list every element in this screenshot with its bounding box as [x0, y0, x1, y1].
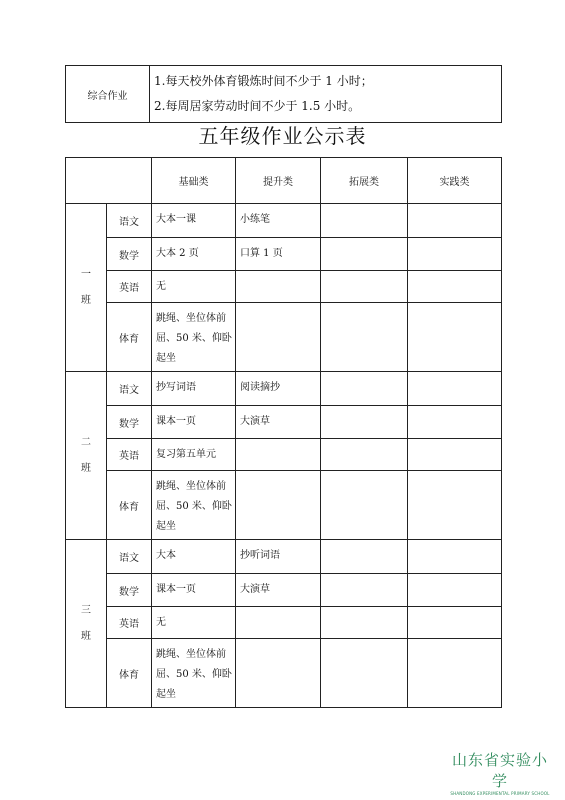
requirement-line: 1.每天校外体育锻炼时间不少于 1 小时； [154, 74, 373, 88]
practice-cell [408, 574, 502, 607]
subject-cell: 语文 [107, 540, 152, 574]
subject-cell: 体育 [107, 471, 152, 540]
table-row [66, 372, 502, 406]
advanced-cell: 大演草 [236, 406, 321, 439]
extended-cell [321, 540, 408, 574]
header-basic: 基础类 [152, 158, 236, 204]
basic-cell: 抄写词语 [152, 372, 236, 406]
extended-cell [321, 574, 408, 607]
basic-cell: 复习第五单元 [152, 439, 236, 471]
subject-cell: 数学 [107, 238, 152, 271]
subject-cell: 英语 [107, 439, 152, 471]
table-row [66, 471, 502, 540]
table-row [66, 271, 502, 303]
basic-cell: 大本一课 [152, 204, 236, 238]
advanced-cell: 大演草 [236, 574, 321, 607]
class-name-char: 班 [81, 462, 91, 474]
practice-cell [408, 406, 502, 439]
table-row [66, 303, 502, 372]
class-name-char: 班 [81, 630, 91, 642]
basic-cell: 跳绳、坐位体前屈、50 米、仰卧起坐 [152, 303, 236, 372]
table-row [66, 406, 502, 439]
advanced-cell [236, 471, 321, 540]
header-practice: 实践类 [408, 158, 502, 204]
subject-cell: 体育 [107, 303, 152, 372]
basic-cell: 大本 2 页 [152, 238, 236, 271]
practice-cell [408, 439, 502, 471]
class-name-char: 三 [81, 604, 91, 616]
advanced-cell: 阅读摘抄 [236, 372, 321, 406]
practice-cell [408, 303, 502, 372]
extended-cell [321, 204, 408, 238]
subject-cell: 数学 [107, 406, 152, 439]
class-name-char: 一 [81, 268, 91, 280]
practice-cell [408, 639, 502, 708]
basic-cell: 大本 [152, 540, 236, 574]
class-name-char: 二 [81, 436, 91, 448]
header-advanced: 提升类 [236, 158, 321, 204]
basic-cell: 课本一页 [152, 574, 236, 607]
advanced-cell: 小练笔 [236, 204, 321, 238]
basic-cell: 跳绳、坐位体前屈、50 米、仰卧起坐 [152, 471, 236, 540]
subject-cell: 语文 [107, 204, 152, 238]
practice-cell [408, 607, 502, 639]
advanced-cell: 口算 1 页 [236, 238, 321, 271]
practice-cell [408, 471, 502, 540]
class-name-char: 班 [81, 294, 91, 306]
table-row [66, 204, 502, 238]
practice-cell [408, 238, 502, 271]
class-name-cell [66, 372, 107, 540]
header-extended: 拓展类 [321, 158, 408, 204]
homework-table [65, 157, 502, 708]
extended-cell [321, 471, 408, 540]
table-row [66, 238, 502, 271]
extended-cell [321, 303, 408, 372]
class-name-cell [66, 540, 107, 708]
logo-text: 山东省实验小学 [451, 751, 548, 790]
practice-cell [408, 271, 502, 303]
extended-cell [321, 439, 408, 471]
extended-cell [321, 406, 408, 439]
extended-cell [321, 607, 408, 639]
summary-table [65, 65, 502, 123]
table-row [66, 574, 502, 607]
extended-cell [321, 271, 408, 303]
extended-cell [321, 238, 408, 271]
subject-cell: 语文 [107, 372, 152, 406]
basic-cell: 无 [152, 271, 236, 303]
extended-cell [321, 639, 408, 708]
logo-subtext: SHANDONG EXPERIMENTAL PRIMARY SCHOOL [450, 791, 550, 796]
subject-cell: 体育 [107, 639, 152, 708]
subject-cell: 英语 [107, 607, 152, 639]
subject-cell: 数学 [107, 574, 152, 607]
extended-cell [321, 372, 408, 406]
table-row [66, 439, 502, 471]
school-logo [445, 749, 555, 796]
table-row [66, 540, 502, 574]
advanced-cell: 抄听词语 [236, 540, 321, 574]
advanced-cell [236, 639, 321, 708]
requirement-line: 2.每周居家劳动时间不少于 1.5 小时。 [154, 99, 361, 113]
advanced-cell [236, 271, 321, 303]
table-row [66, 607, 502, 639]
practice-cell [408, 204, 502, 238]
class-name-cell [66, 204, 107, 372]
header-row [66, 158, 502, 204]
practice-cell [408, 372, 502, 406]
summary-requirements [150, 66, 502, 123]
practice-cell [408, 540, 502, 574]
basic-cell: 无 [152, 607, 236, 639]
homework-table-body [66, 158, 502, 708]
page-title: 五年级作业公示表 [198, 124, 367, 148]
advanced-cell [236, 303, 321, 372]
basic-cell: 跳绳、坐位体前屈、50 米、仰卧起坐 [152, 639, 236, 708]
summary-label: 综合作业 [66, 66, 150, 123]
corner-cell [66, 158, 152, 204]
basic-cell: 课本一页 [152, 406, 236, 439]
subject-cell: 英语 [107, 271, 152, 303]
advanced-cell [236, 607, 321, 639]
advanced-cell [236, 439, 321, 471]
table-row [66, 639, 502, 708]
summary-row [66, 66, 502, 123]
